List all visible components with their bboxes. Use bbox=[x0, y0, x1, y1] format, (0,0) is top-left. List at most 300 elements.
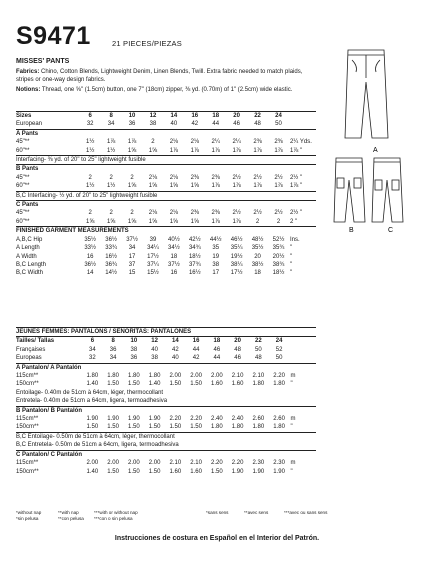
table-row bbox=[16, 253, 316, 261]
value-cell: 1⅝ bbox=[169, 183, 179, 190]
value-cell bbox=[144, 406, 165, 415]
value-cell: 14½ bbox=[105, 270, 117, 277]
value-cell: 38¼ bbox=[230, 261, 243, 268]
unit-cell: " bbox=[289, 245, 293, 252]
value-cell: 1⅞ bbox=[106, 139, 116, 146]
value-cell bbox=[122, 201, 143, 210]
value-cell: 2.20 bbox=[190, 416, 202, 423]
unit-cell bbox=[289, 129, 316, 138]
value-cell bbox=[143, 165, 164, 174]
value-cell: 2.00 bbox=[107, 460, 119, 467]
value-cell: 1⅞ bbox=[190, 147, 199, 154]
value-cell: 2.00 bbox=[190, 373, 202, 380]
value-cell: 10 bbox=[124, 337, 145, 346]
value-cell bbox=[103, 363, 124, 372]
value-cell bbox=[82, 363, 103, 372]
value-cell: 2.10 bbox=[231, 373, 244, 380]
label-c: C bbox=[388, 227, 394, 234]
value-cell: 39 bbox=[149, 236, 157, 243]
value-cell bbox=[248, 363, 269, 372]
value-cell bbox=[226, 201, 247, 210]
value-cell: 34 bbox=[128, 245, 136, 252]
unit-cell: m bbox=[290, 373, 296, 380]
unit-cell bbox=[290, 363, 316, 372]
value-cell: 1⅞ bbox=[169, 147, 179, 154]
unit-cell: 2½ " bbox=[289, 210, 303, 217]
value-cell bbox=[184, 129, 205, 138]
value-cell: 1⅞ bbox=[232, 147, 241, 154]
unit-cell: " bbox=[290, 424, 293, 431]
value-cell bbox=[227, 450, 248, 459]
value-cell: 33¾ bbox=[105, 245, 117, 252]
value-cell: 35¼ bbox=[230, 245, 243, 252]
table-row bbox=[16, 174, 316, 182]
value-cell: 38 bbox=[151, 355, 158, 362]
value-cell bbox=[268, 201, 289, 210]
value-cell: 42½ bbox=[188, 236, 201, 243]
value-cell: 2 bbox=[255, 218, 260, 225]
unit-cell bbox=[289, 120, 316, 129]
value-cell: 50 bbox=[255, 346, 262, 353]
value-cell bbox=[101, 201, 122, 210]
row-label: European bbox=[16, 121, 43, 128]
value-cell bbox=[227, 406, 248, 415]
table-row bbox=[16, 165, 316, 174]
value-cell: 6 bbox=[80, 112, 101, 121]
value-cell bbox=[247, 201, 268, 210]
value-cell: 1⅝ bbox=[106, 218, 116, 225]
value-cell: 42 bbox=[172, 346, 179, 353]
table-row bbox=[16, 120, 316, 129]
value-cell: 44 bbox=[212, 121, 220, 128]
value-cell: 16 bbox=[186, 337, 207, 346]
row-label: 60"** bbox=[16, 183, 30, 190]
row-label: Entoilage- 0.40m de 51cm à 64cm, léger, thermocollant bbox=[16, 389, 164, 396]
value-cell: 2½ bbox=[232, 210, 241, 217]
footnote-sans-sens: *sans sens bbox=[206, 510, 229, 515]
value-cell: 1.80 bbox=[211, 424, 223, 431]
table-row bbox=[16, 112, 316, 121]
fabrics-note bbox=[16, 68, 316, 84]
footnote-without-nap: *without nap bbox=[16, 510, 42, 515]
value-cell: 34 bbox=[109, 355, 117, 362]
value-cell: 35½ bbox=[251, 245, 264, 252]
value-cell bbox=[143, 201, 164, 210]
unit-cell bbox=[289, 165, 316, 174]
value-cell bbox=[163, 201, 184, 210]
value-cell: 1.80 bbox=[86, 373, 99, 380]
value-cell: 1.90 bbox=[231, 468, 244, 475]
value-cell: 1.90 bbox=[128, 416, 140, 423]
value-cell: 1½ bbox=[106, 183, 116, 190]
table-row bbox=[16, 244, 316, 252]
value-cell: 1.40 bbox=[86, 468, 99, 475]
value-cell: 32 bbox=[86, 121, 94, 128]
value-cell: 36 bbox=[128, 121, 136, 128]
value-cell: 44½ bbox=[209, 236, 222, 243]
value-cell: 17 bbox=[212, 270, 220, 277]
value-cell: 2.60 bbox=[252, 416, 265, 423]
unit-cell bbox=[289, 201, 316, 210]
value-cell: 37¾ bbox=[188, 261, 201, 268]
label-a: A bbox=[373, 147, 378, 154]
value-cell: 1⅞ bbox=[274, 183, 283, 190]
value-cell bbox=[207, 363, 228, 372]
value-cell: 37¼ bbox=[147, 261, 159, 268]
value-cell: 1.90 bbox=[273, 468, 285, 475]
row-label: 60"** bbox=[16, 218, 30, 225]
value-cell: 1⅝ bbox=[127, 147, 137, 154]
value-cell: 16 bbox=[86, 253, 94, 260]
value-cell: 22 bbox=[248, 337, 269, 346]
value-cell: 1.50 bbox=[169, 381, 182, 388]
value-cell: 1.50 bbox=[148, 424, 161, 431]
footnote-with-or-without-nap: ***with or without nap bbox=[94, 510, 138, 515]
value-cell: 1⅞ bbox=[253, 147, 262, 154]
value-cell: 34½ bbox=[168, 245, 180, 252]
value-cell: 24 bbox=[268, 112, 289, 121]
row-label: A Pantalon/ A Pantalón bbox=[16, 364, 82, 371]
value-cell bbox=[248, 406, 269, 415]
value-cell: 50 bbox=[275, 121, 282, 128]
value-cell: 44 bbox=[192, 346, 200, 353]
value-cell bbox=[124, 363, 145, 372]
unit-cell: " bbox=[289, 270, 293, 277]
value-cell: 2¼ bbox=[232, 139, 241, 146]
row-label: B,C Entoilage- 0.50m de 51cm à 64cm, léger, thermocollant bbox=[16, 432, 316, 441]
value-cell: 2.30 bbox=[273, 460, 285, 467]
value-cell: 1.50 bbox=[107, 424, 119, 431]
table-row bbox=[16, 147, 316, 156]
value-cell: 1½ bbox=[86, 147, 95, 154]
value-cell: 1⅝ bbox=[127, 183, 137, 190]
table-row bbox=[16, 209, 316, 217]
row-label: 150cm** bbox=[16, 424, 39, 431]
value-cell: 2.40 bbox=[231, 416, 244, 423]
table-row bbox=[16, 269, 316, 277]
value-cell: 1.80 bbox=[231, 424, 244, 431]
value-cell bbox=[226, 165, 247, 174]
value-cell: 2 bbox=[109, 174, 113, 181]
value-cell bbox=[269, 406, 290, 415]
value-cell bbox=[248, 450, 269, 459]
value-cell: 14 bbox=[86, 270, 94, 277]
value-cell: 24 bbox=[269, 337, 290, 346]
row-label: 150cm** bbox=[16, 381, 39, 388]
value-cell: 33½ bbox=[84, 245, 97, 252]
pants-b-drawing bbox=[334, 158, 365, 222]
fabrics-label: Fabrics: bbox=[16, 69, 40, 75]
value-cell: 1.50 bbox=[128, 381, 140, 388]
table-row bbox=[16, 156, 316, 165]
fabrics-text: Chino, Cotton Blends, Lightweight Denim, Linen Blends, Twill. Extra fabric needed to match plaids, stripes or one-way design fabrics. bbox=[16, 69, 303, 83]
pattern-number: S9471 bbox=[16, 22, 91, 50]
table-row bbox=[16, 372, 316, 380]
value-cell: 48½ bbox=[251, 236, 264, 243]
value-cell: 2⅜ bbox=[190, 210, 199, 217]
table-row bbox=[16, 415, 316, 423]
value-cell bbox=[165, 450, 186, 459]
value-cell: 2⅜ bbox=[274, 139, 283, 146]
table-row bbox=[16, 138, 316, 146]
value-cell: 2½ bbox=[253, 210, 262, 217]
value-cell: 46 bbox=[213, 346, 221, 353]
value-cell: 2½ bbox=[274, 210, 283, 217]
row-label: 45"** bbox=[16, 139, 30, 146]
value-cell: 50 bbox=[275, 355, 283, 362]
table-row bbox=[16, 397, 316, 406]
value-cell: 32 bbox=[89, 355, 96, 362]
value-cell: 2 bbox=[276, 218, 281, 225]
value-cell bbox=[80, 201, 101, 210]
value-cell: 1.50 bbox=[169, 424, 182, 431]
pants-a-drawing bbox=[345, 50, 388, 138]
value-cell: 1.60 bbox=[211, 381, 223, 388]
value-cell: 36¾ bbox=[105, 261, 117, 268]
value-cell bbox=[184, 165, 205, 174]
value-cell: 1⅞ bbox=[232, 183, 241, 190]
value-cell: 16 bbox=[170, 270, 178, 277]
unit-cell bbox=[290, 406, 316, 415]
table-row bbox=[16, 459, 316, 467]
value-cell: 20½ bbox=[272, 253, 285, 260]
value-cell: 1.80 bbox=[273, 424, 285, 431]
value-cell: 1.80 bbox=[252, 424, 265, 431]
value-cell bbox=[184, 201, 205, 210]
unit-cell: " bbox=[290, 381, 293, 388]
value-cell: 2.10 bbox=[252, 373, 265, 380]
value-cell: 40 bbox=[170, 121, 178, 128]
row-label: A Length bbox=[16, 245, 40, 252]
table-row bbox=[16, 346, 316, 354]
technical-drawings bbox=[318, 20, 426, 234]
table-row bbox=[16, 129, 316, 138]
value-cell: 16½ bbox=[188, 270, 201, 277]
value-cell: 2 bbox=[109, 210, 113, 217]
row-label: 45"** bbox=[16, 174, 30, 181]
value-cell: 38¾ bbox=[272, 261, 285, 268]
metric-yardage-table bbox=[16, 327, 316, 476]
value-cell: 1⅞ bbox=[232, 218, 241, 225]
table-row bbox=[16, 236, 316, 244]
value-cell: 10 bbox=[122, 112, 143, 121]
value-cell: 48 bbox=[234, 346, 241, 353]
value-cell: 2.00 bbox=[128, 460, 140, 467]
value-cell: 12 bbox=[144, 337, 165, 346]
value-cell: 19 bbox=[212, 253, 220, 260]
value-cell: 20 bbox=[226, 112, 247, 121]
value-cell: 36 bbox=[109, 346, 117, 353]
value-cell: 46 bbox=[233, 121, 240, 128]
unit-cell: 2½ " bbox=[289, 174, 303, 181]
row-label: 115cm** bbox=[16, 373, 39, 380]
table-row bbox=[16, 406, 316, 415]
value-cell: 36½ bbox=[84, 261, 97, 268]
value-cell bbox=[205, 129, 226, 138]
value-cell bbox=[186, 363, 207, 372]
footnote-con-o-sin-pelusa: ***con o sin pelusa bbox=[94, 516, 133, 521]
value-cell: 52½ bbox=[272, 236, 285, 243]
value-cell: 20 bbox=[227, 337, 248, 346]
value-cell: 35 bbox=[212, 245, 220, 252]
unit-cell: 1⅞ " bbox=[289, 147, 303, 154]
value-cell: 1½ bbox=[86, 139, 95, 146]
yardage-table bbox=[16, 111, 316, 278]
value-cell bbox=[247, 129, 268, 138]
row-label: 60"** bbox=[16, 147, 30, 154]
row-label: B,C Interfacing- ½ yd. of 20" to 25" lightweight fusible bbox=[16, 191, 316, 200]
value-cell bbox=[269, 450, 290, 459]
unit-cell: Ins. bbox=[289, 236, 300, 243]
unit-cell: 2¼ Yds. bbox=[289, 139, 312, 146]
value-cell bbox=[122, 165, 143, 174]
value-cell: 2.20 bbox=[231, 460, 244, 467]
value-cell bbox=[207, 406, 228, 415]
value-cell: 48 bbox=[254, 121, 261, 128]
value-cell: 1.60 bbox=[190, 468, 202, 475]
value-cell: 1.50 bbox=[190, 381, 202, 388]
value-cell: 16½ bbox=[105, 253, 117, 260]
row-label: C Pantalon/ C Pantalón bbox=[16, 451, 83, 458]
value-cell: 1⅝ bbox=[148, 218, 158, 225]
value-cell: 1½ bbox=[106, 147, 116, 154]
value-cell: 1⅞ bbox=[211, 218, 220, 225]
value-cell: 38 bbox=[130, 346, 138, 353]
value-cell: 42 bbox=[191, 121, 199, 128]
value-cell bbox=[163, 165, 184, 174]
footnote-avec-sens: **avec sens bbox=[244, 510, 269, 515]
value-cell: 1.80 bbox=[252, 381, 265, 388]
row-label: B Pantalon/ B Pantalón bbox=[16, 407, 83, 414]
row-label: B,C Entretela- 0.50m de 51cm a 64cm, ligera, termoadhesiva bbox=[16, 442, 179, 449]
value-cell: 46½ bbox=[230, 236, 243, 243]
table-row bbox=[16, 432, 316, 441]
footnote-con-pelusa: **con pelusa bbox=[58, 516, 84, 521]
value-cell: 1.50 bbox=[211, 468, 223, 475]
value-cell: 36 bbox=[130, 355, 138, 362]
value-cell bbox=[165, 363, 186, 372]
value-cell: 1⅝ bbox=[86, 218, 95, 225]
value-cell bbox=[165, 406, 186, 415]
value-cell bbox=[80, 129, 101, 138]
value-cell: 1.80 bbox=[107, 373, 119, 380]
value-cell: 1⅞ bbox=[274, 147, 283, 154]
value-cell: 44 bbox=[213, 355, 221, 362]
value-cell: 37 bbox=[128, 261, 136, 268]
pieces-count: 21 PIECES/PIEZAS bbox=[112, 39, 182, 48]
value-cell: 8 bbox=[101, 112, 122, 121]
row-label: C Pants bbox=[16, 201, 80, 210]
value-cell: 2⅛ bbox=[169, 210, 179, 217]
value-cell: 1⅝ bbox=[148, 147, 158, 154]
value-cell: 17½ bbox=[230, 270, 243, 277]
row-label: Interfacing- ⅜ yd. of 20" to 25" lightweight fusible bbox=[16, 156, 316, 165]
value-cell: 36½ bbox=[105, 236, 117, 243]
value-cell: 2⅛ bbox=[190, 139, 199, 146]
value-cell: 2⅜ bbox=[211, 210, 220, 217]
table-row bbox=[16, 423, 316, 432]
unit-cell: " bbox=[289, 253, 293, 260]
value-cell: 2.20 bbox=[169, 416, 182, 423]
value-cell: 1.80 bbox=[148, 373, 161, 380]
value-cell: 2.10 bbox=[169, 460, 182, 467]
value-cell: 1⅝ bbox=[190, 183, 199, 190]
value-cell: 2 bbox=[130, 210, 134, 217]
value-cell bbox=[269, 363, 290, 372]
value-cell: 1.50 bbox=[148, 468, 161, 475]
value-cell bbox=[205, 201, 226, 210]
value-cell: 8 bbox=[103, 337, 124, 346]
table-row bbox=[16, 218, 316, 227]
table-row bbox=[16, 182, 316, 191]
value-cell: 14 bbox=[163, 112, 184, 121]
value-cell bbox=[268, 165, 289, 174]
value-cell: 40½ bbox=[168, 236, 180, 243]
value-cell bbox=[227, 363, 248, 372]
value-cell: 1.50 bbox=[107, 468, 119, 475]
unit-cell bbox=[290, 450, 316, 459]
value-cell bbox=[103, 450, 124, 459]
table-row bbox=[16, 380, 316, 388]
value-cell: 6 bbox=[82, 337, 103, 346]
value-cell: 2.00 bbox=[169, 373, 182, 380]
value-cell: 2½ bbox=[274, 174, 283, 181]
value-cell bbox=[124, 406, 145, 415]
value-cell bbox=[82, 406, 103, 415]
table-row bbox=[16, 354, 316, 363]
value-cell: 2.20 bbox=[273, 373, 285, 380]
value-cell: 18½ bbox=[272, 270, 285, 277]
row-label: 150cm** bbox=[16, 468, 39, 475]
row-label: A Width bbox=[16, 253, 37, 260]
value-cell: 1.50 bbox=[107, 381, 119, 388]
value-cell: 2⅜ bbox=[211, 174, 220, 181]
value-cell: 15 bbox=[128, 270, 136, 277]
row-label: A,B,C Hip bbox=[16, 236, 43, 243]
unit-cell bbox=[290, 337, 316, 346]
value-cell: 34¼ bbox=[147, 245, 159, 252]
value-cell: 1.50 bbox=[128, 468, 140, 475]
value-cell: 2.20 bbox=[211, 460, 223, 467]
value-cell: 1⅞ bbox=[211, 147, 220, 154]
unit-cell bbox=[290, 346, 316, 354]
value-cell: 2¼ bbox=[211, 139, 220, 146]
unit-cell: m bbox=[290, 416, 296, 423]
value-cell: 15½ bbox=[147, 270, 159, 277]
value-cell: 22 bbox=[247, 112, 268, 121]
value-cell: 2.10 bbox=[190, 460, 202, 467]
value-cell: 1.90 bbox=[148, 416, 161, 423]
value-cell: 16 bbox=[184, 112, 205, 121]
value-cell: 40 bbox=[151, 346, 158, 353]
value-cell: 2 bbox=[88, 174, 92, 181]
value-cell bbox=[163, 129, 184, 138]
value-cell: 2.00 bbox=[211, 373, 223, 380]
value-cell: 38 bbox=[149, 121, 157, 128]
table-row bbox=[16, 227, 316, 236]
unit-cell: " bbox=[289, 261, 293, 268]
value-cell bbox=[186, 406, 207, 415]
value-cell: 18 bbox=[205, 112, 226, 121]
notions-text: Thread, one ⅝" (1.5cm) button, one 7" (18cm) zipper, ⅜ yd. (0.70m) of 1" (2.5cm) wide elastic. bbox=[40, 87, 293, 93]
value-cell: 2⅜ bbox=[190, 174, 199, 181]
value-cell: 1⅞ bbox=[127, 139, 137, 146]
value-cell: 37½ bbox=[126, 236, 138, 243]
table-row bbox=[16, 328, 316, 337]
row-label: B,C Width bbox=[16, 270, 44, 277]
value-cell: 20 bbox=[254, 253, 261, 260]
value-cell: 1⅝ bbox=[169, 218, 179, 225]
